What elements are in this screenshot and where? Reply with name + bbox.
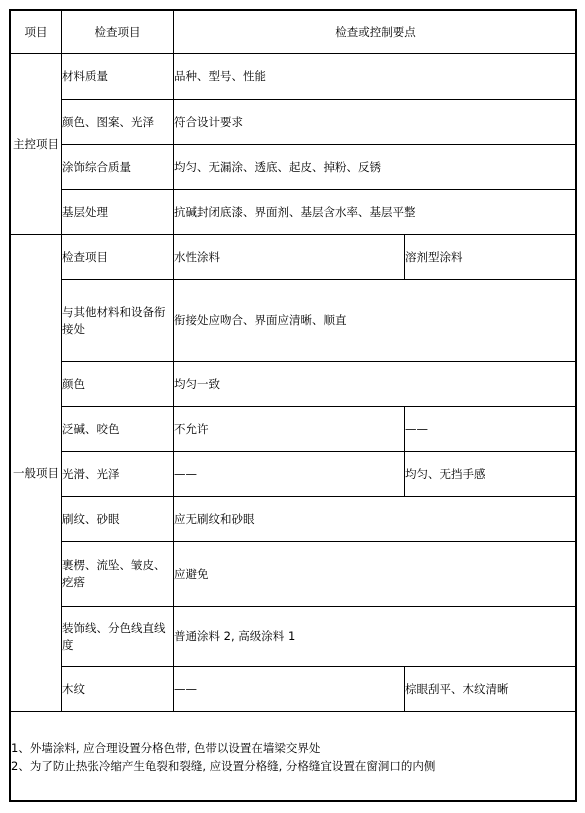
color-point: 均匀一致 [174, 376, 220, 391]
main-row-2-point: 符合设计要求 [174, 114, 243, 129]
rule [61, 496, 577, 497]
alkali-solvent: —— [405, 421, 428, 436]
grain-item: 木纹 [62, 681, 85, 696]
rule [61, 451, 577, 452]
rule [404, 666, 405, 712]
gloss-water: —— [174, 466, 197, 481]
header-points: 检查或控制要点 [335, 24, 416, 39]
inspection-table [9, 9, 577, 802]
note-2: 2、为了防止热张冷缩产生龟裂和裂缝, 应设置分格缝, 分格缝宜设置在窗洞口的内侧 [11, 759, 436, 773]
rule [173, 11, 174, 712]
rule [61, 541, 577, 542]
brush-point: 应无刷纹和砂眼 [174, 511, 255, 526]
rule [61, 606, 577, 607]
rule [61, 189, 577, 190]
rule [11, 711, 577, 712]
rule [61, 406, 577, 407]
main-row-1-point: 品种、型号、性能 [174, 69, 266, 83]
main-control-label: 主控项目 [13, 136, 59, 151]
line-point: 普通涂料 2, 高级涂料 1 [174, 629, 296, 643]
grain-solvent: 棕眼刮平、木纹清晰 [405, 681, 509, 696]
rule [61, 11, 62, 712]
rule [61, 279, 577, 280]
main-row-3-item: 涂饰综合质量 [62, 159, 131, 174]
main-row-3-point: 均匀、无漏涂、透底、起皮、掉粉、反锈 [174, 159, 381, 174]
sag-point: 应避免 [174, 566, 209, 581]
alkali-item: 泛碱、咬色 [62, 421, 120, 436]
color-item: 颜色 [62, 376, 85, 391]
interface-item: 与其他材料和设备衔接处 [62, 304, 166, 336]
header-check-item: 检查项目 [94, 24, 141, 39]
rule [11, 53, 577, 54]
gloss-item: 光滑、光泽 [62, 466, 120, 481]
grain-water: —— [174, 681, 197, 696]
rule [61, 361, 577, 362]
notes [11, 739, 577, 775]
general-head-item: 检查项目 [62, 249, 108, 264]
brush-item: 刷纹、砂眼 [62, 511, 120, 526]
alkali-water: 不允许 [174, 421, 209, 436]
note-1: 1、外墙涂料, 应合理设置分格色带, 色带以设置在墙梁交界处 [11, 741, 321, 755]
general-head-solvent: 溶剂型涂料 [405, 249, 463, 264]
main-row-4-point: 抗碱封闭底漆、界面剂、基层含水率、基层平整 [174, 204, 416, 219]
rule [11, 234, 577, 235]
gloss-solvent: 均匀、无挡手感 [405, 466, 486, 481]
interface-point: 衔接处应吻合、界面应清晰、顺直 [174, 313, 347, 327]
general-label: 一般项目 [13, 465, 59, 480]
general-head-water: 水性涂料 [174, 249, 220, 264]
main-row-4-item: 基层处理 [62, 204, 108, 219]
header-item: 项目 [24, 24, 48, 39]
rule [404, 406, 405, 497]
line-item: 装饰线、分色线直线度 [62, 620, 166, 652]
rule [61, 144, 577, 145]
main-row-1-item: 材料质量 [62, 69, 108, 83]
sag-item: 裹楞、流坠、皱皮、疙瘩 [62, 558, 166, 589]
rule [61, 99, 577, 100]
main-row-2-item: 颜色、图案、光泽 [62, 114, 154, 129]
rule [61, 666, 577, 667]
rule [404, 234, 405, 280]
